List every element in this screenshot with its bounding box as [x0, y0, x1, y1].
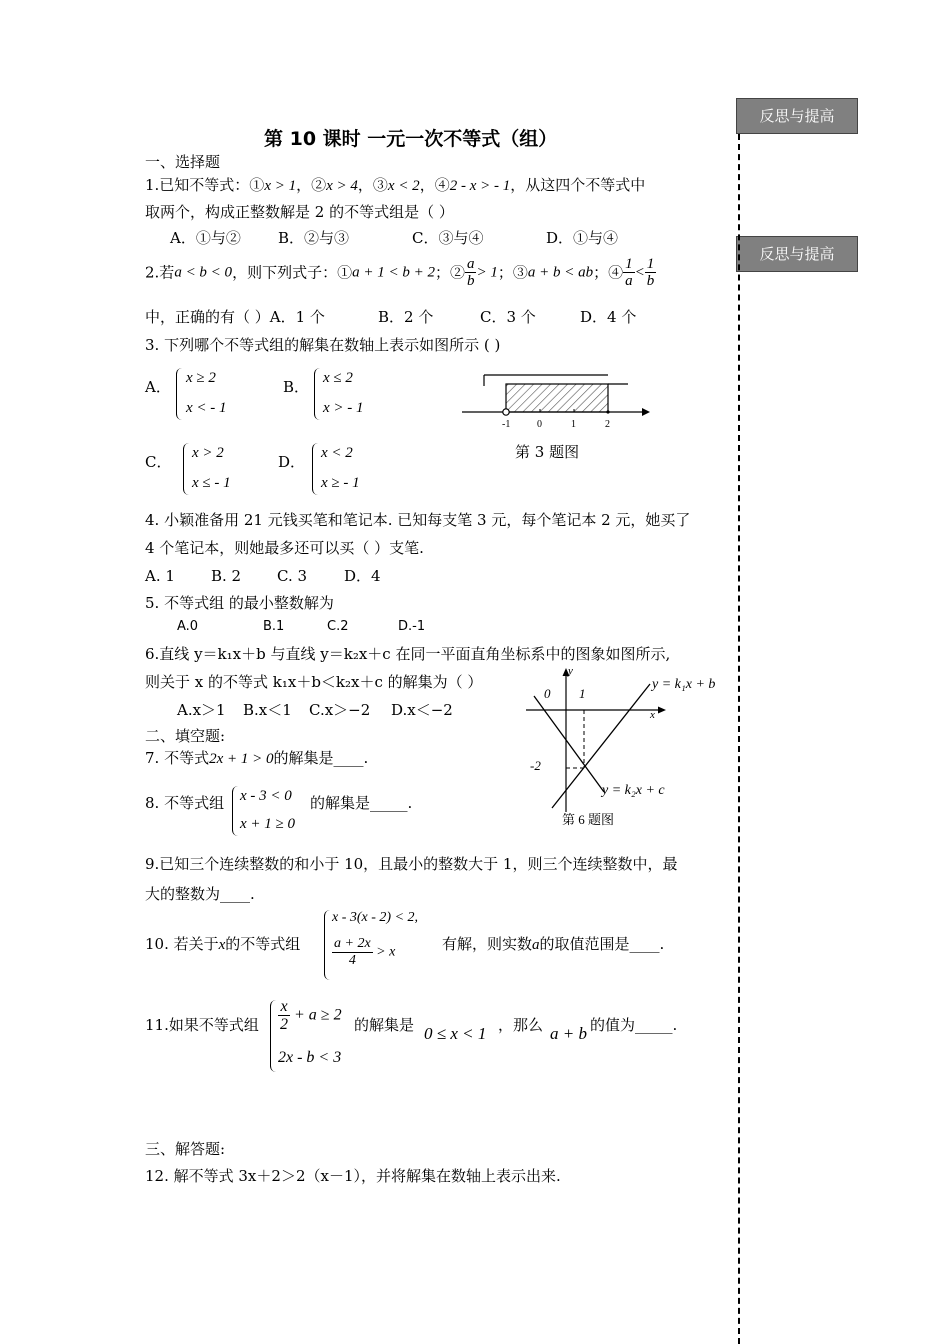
- section-choice: 一、选择题: [145, 153, 221, 171]
- q3-tick-neg1: -1: [502, 419, 511, 430]
- q4-option-b: B. 2: [211, 567, 242, 585]
- q11-brace: [270, 1000, 277, 1072]
- q3-option-b-line-2: x > - 1: [323, 400, 364, 416]
- question-4-line-1: 4. 小颖准备用 21 元钱买笔和笔记本. 已知每支笔 3 元，每个笔记本 2 元，她买了: [145, 511, 691, 529]
- question-11-mid-2: ，那么: [498, 1016, 544, 1034]
- q11-ab: a + b: [550, 1024, 587, 1043]
- question-8-pre: 8. 不等式组: [145, 794, 225, 812]
- q1-option-b: B．②与③: [278, 229, 350, 247]
- q6-tick-x-label: 1: [579, 686, 586, 701]
- q5-option-d: D.-1: [398, 619, 426, 634]
- q6-tick-y-label: -2: [530, 758, 541, 773]
- q5-option-c: C.2: [327, 619, 349, 634]
- q2-option-d: D．4 个: [580, 308, 637, 326]
- question-5-text: 5. 不等式组 的最小整数解为: [145, 594, 334, 612]
- question-4-line-2: 4 个笔记本，则她最多还可以买（ ）支笔.: [145, 539, 424, 557]
- q4-option-c: C. 3: [277, 567, 308, 585]
- q6-option-c: C.x＞−2: [309, 701, 371, 719]
- q3-option-c-brace: [183, 443, 190, 495]
- question-7: 7. 不等式2x + 1 > 0的解集是____.: [145, 749, 369, 767]
- q4-option-a: A. 1: [145, 567, 175, 585]
- q3-option-c-label: C．: [145, 453, 172, 471]
- q3-figure-caption: 第 3 题图: [515, 443, 580, 461]
- q11-line-2: 2x - b < 3: [278, 1049, 342, 1066]
- q2-option-c: C．3 个: [480, 308, 536, 326]
- q3-tick-0: 0: [537, 419, 542, 430]
- q3-option-d-label: D．: [278, 453, 306, 471]
- sidebar-reflection-box-2: 反思与提高: [736, 236, 858, 272]
- question-6-line-1: 6.直线 y＝k₁x＋b 与直线 y＝k₂x＋c 在同一平面直角坐标系中的图象如图所示,: [145, 645, 671, 663]
- question-2-line-1: 2.若a < b < 0，则下列式子：①a + 1 < b + 2；② $\frac{a}{b}$ > 1；③a + b < ab；④ $\frac{1}{a}$ < $\frac{1}{b}$: [145, 256, 655, 289]
- q3-option-b-line-1: x ≤ 2: [323, 370, 353, 386]
- q5-option-b: B.1: [263, 619, 285, 634]
- question-10-post: 有解，则实数a的取值范围是____.: [442, 935, 665, 953]
- q3-tick-2: 2: [605, 419, 610, 430]
- q10-brace: [324, 910, 331, 980]
- sidebar-reflection-box-1: 反思与提高: [736, 98, 858, 134]
- q6-x-label: x: [650, 709, 655, 721]
- q8-line-1: x - 3 < 0: [240, 788, 292, 804]
- q10-line-1: x - 3(x - 2) < 2,: [332, 910, 419, 925]
- q6-figure-caption: 第 6 题图: [562, 812, 615, 827]
- q6-line-k2-label: y = k₂x + c: [602, 783, 665, 798]
- question-3-text: 3. 下列哪个不等式组的解集在数轴上表示如图所示 ( ): [145, 336, 501, 354]
- q1-option-a: A．①与②: [170, 229, 241, 247]
- q3-tick-1: 1: [571, 419, 576, 430]
- q3-option-d-line-1: x < 2: [321, 445, 353, 461]
- q6-y-label: y: [568, 665, 573, 677]
- q3-solution-region: [506, 384, 608, 412]
- q1-option-c: C．③与④: [412, 229, 484, 247]
- q3-option-a-line-2: x < - 1: [186, 400, 227, 416]
- q1-option-d: D．①与④: [546, 229, 619, 247]
- question-11-pre: 11.如果不等式组: [145, 1016, 259, 1034]
- q6-line-k1-label: y = k₁x + b: [652, 677, 716, 692]
- question-1-line-1: 1.已知不等式：①x > 1，②x > 4，③x < 2，④2 - x > - 1，从这四个不等式中: [145, 176, 646, 194]
- q5-option-a: A.0: [177, 619, 199, 634]
- section-answer: 三、解答题:: [145, 1140, 226, 1158]
- q3-number-line-figure: [458, 366, 654, 432]
- q3-open-point: [503, 409, 509, 415]
- q3-option-d-line-2: x ≥ - 1: [321, 475, 360, 491]
- question-9-line-2: 大的整数为____.: [145, 885, 255, 903]
- q11-line-1: $\frac{x}{2}$ + a ≥ 2: [280, 998, 342, 1033]
- q3-option-b-brace: [314, 368, 321, 420]
- q8-line-2: x + 1 ≥ 0: [240, 816, 296, 832]
- q11-solution: 0 ≤ x < 1: [424, 1024, 487, 1043]
- q8-brace: [232, 786, 239, 836]
- q6-option-a: A.x＞1: [177, 701, 226, 719]
- question-11-post: 的值为_____.: [590, 1016, 678, 1034]
- page-title: 第 10 课时 一元一次不等式（组）: [264, 128, 558, 150]
- q3-option-c-line-1: x > 2: [192, 445, 224, 461]
- question-6-line-2: 则关于 x 的不等式 k₁x＋b＜k₂x＋c 的解集为（ ）: [145, 673, 483, 691]
- q3-option-d-brace: [312, 443, 319, 495]
- question-10-pre: 10. 若关于x的不等式组: [145, 935, 301, 953]
- question-11-mid: 的解集是: [354, 1016, 415, 1034]
- question-12: 12. 解不等式 3x＋2＞2（x－1），并将解集在数轴上表示出来.: [145, 1167, 561, 1185]
- question-9-line-1: 9.已知三个连续整数的和小于 10，且最小的整数大于 1，则三个连续整数中，最: [145, 855, 678, 873]
- q3-option-a-brace: [176, 368, 183, 420]
- q6-option-d: D.x＜−2: [391, 701, 453, 719]
- q3-option-c-line-2: x ≤ - 1: [192, 475, 231, 491]
- q4-option-d: D．4: [344, 567, 381, 585]
- q3-option-a-line-1: x ≥ 2: [186, 370, 216, 386]
- question-2-line-2: 中，正确的有（ ）A．1 个: [145, 308, 325, 326]
- section-fill-blank: 二、填空题:: [145, 727, 226, 745]
- q6-origin-label: 0: [544, 686, 551, 701]
- q10-line-2: $\frac{a + 2x}{4}$ > x: [334, 936, 396, 968]
- question-1-line-2: 取两个，构成正整数解是 2 的不等式组是（ ）: [145, 203, 454, 221]
- q2-option-b: B．2 个: [378, 308, 434, 326]
- q6-option-b: B.x＜1: [243, 701, 292, 719]
- q3-option-b-label: B．: [283, 378, 310, 396]
- q3-option-a-label: A．: [145, 378, 171, 396]
- q6-graph-figure: [522, 662, 740, 834]
- question-8-post: 的解集是_____.: [310, 794, 413, 812]
